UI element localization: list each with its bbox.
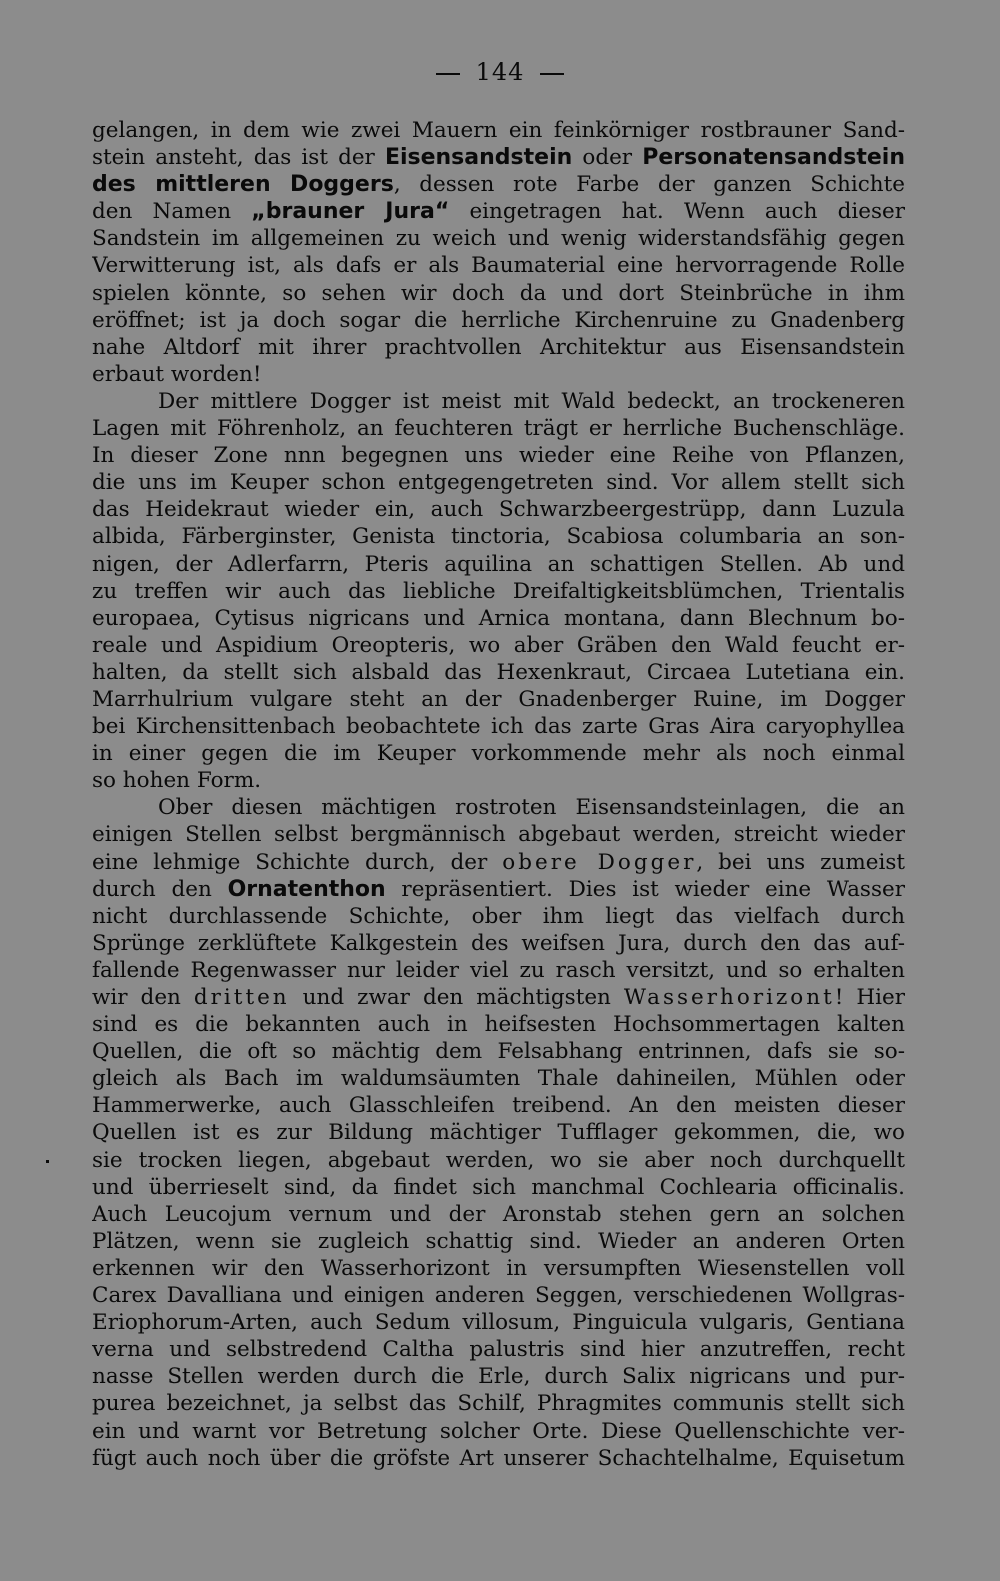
text-line bbox=[92, 794, 905, 821]
text-line bbox=[92, 144, 905, 171]
text-segment: stein ansteht, das ist der bbox=[92, 145, 385, 171]
text-line bbox=[92, 1418, 905, 1445]
text-segment: halten, da stellt sich alsbald das Hexenkraut, Circaea Lutetiana ein. bbox=[92, 659, 905, 685]
text-segment: albida, Färberginster, Genista tinctoria, Scabiosa columbaria an son- bbox=[92, 524, 905, 550]
text-segment: den Namen bbox=[92, 199, 252, 225]
text-segment: gleich als Bach im waldumsäumten Thale dahineilen, Mühlen oder bbox=[92, 1066, 905, 1092]
text-line bbox=[92, 117, 905, 144]
text-segment: Hammerwerke, auch Glasschleifen treibend. An den meisten dieser bbox=[92, 1093, 905, 1119]
text-line bbox=[92, 415, 905, 442]
text-segment: Eriophorum-Arten, auch Sedum villosum, Pinguicula vulgaris, Gentiana bbox=[92, 1310, 905, 1336]
text-line bbox=[92, 1147, 905, 1174]
text-line bbox=[92, 1255, 905, 1282]
text-line bbox=[92, 1363, 905, 1390]
text-segment: oder bbox=[572, 145, 643, 171]
text-segment: die uns im Keuper schon entgegengetreten sind. Vor allem stellt sich bbox=[92, 470, 905, 496]
text-line bbox=[92, 307, 905, 334]
page-number bbox=[0, 58, 1000, 86]
text-line bbox=[92, 198, 905, 225]
text-line bbox=[92, 605, 905, 632]
text-line bbox=[92, 1065, 905, 1092]
text-segment: In dieser Zone nnn begegnen uns wieder eine Reihe von Pflanzen, bbox=[92, 443, 905, 469]
text-line bbox=[92, 225, 905, 252]
text-line bbox=[92, 903, 905, 930]
page-number-text: 144 bbox=[475, 58, 525, 86]
text-line bbox=[92, 930, 905, 957]
text-line bbox=[92, 713, 905, 740]
text-segment: Auch Leucojum vernum und der Aronstab stehen gern an solchen bbox=[92, 1201, 905, 1227]
text-line bbox=[92, 252, 905, 279]
text-segment: sie trocken liegen, abgebaut werden, wo sie aber noch durchquellt bbox=[92, 1147, 905, 1173]
text-segment: und überrieselt sind, da findet sich manchmal Cochlearia officinalis. bbox=[92, 1174, 905, 1200]
spaced-term: dritten bbox=[193, 985, 290, 1010]
text-line bbox=[92, 1092, 905, 1119]
text-segment: nasse Stellen werden durch die Erle, durch Salix nigricans und pur- bbox=[92, 1364, 905, 1390]
body-text bbox=[92, 117, 905, 1472]
margin-speck bbox=[46, 1160, 49, 1163]
text-line bbox=[92, 849, 905, 876]
text-line bbox=[92, 740, 905, 767]
text-segment: ein und warnt vor Betretung solcher Orte. Diese Quellenschichte ver- bbox=[92, 1418, 905, 1444]
text-segment: Der mittlere Dogger ist meist mit Wald bedeckt, an trockeneren bbox=[158, 388, 905, 414]
text-line bbox=[92, 659, 905, 686]
text-segment: reale und Aspidium Oreopteris, wo aber Gräben den Wald feucht er- bbox=[92, 632, 905, 658]
text-line bbox=[92, 1038, 905, 1065]
text-segment: das Heidekraut wieder ein, auch Schwarzbeergestrüpp, dann Luzula bbox=[92, 497, 905, 523]
bold-term: Eisensandstein bbox=[384, 145, 573, 171]
text-segment: europaea, Cytisus nigricans und Arnica montana, dann Blechnum bo- bbox=[92, 605, 905, 631]
text-line bbox=[92, 1445, 905, 1472]
text-segment: Quellen ist es zur Bildung mächtiger Tufflager gekommen, die, wo bbox=[92, 1120, 905, 1146]
text-line bbox=[92, 442, 905, 469]
text-line bbox=[92, 1336, 905, 1363]
text-segment: Plätzen, wenn sie zugleich schattig sind. Wieder an anderen Orten bbox=[92, 1228, 905, 1254]
text-segment: , bei uns zumeist bbox=[696, 849, 905, 875]
text-segment: verna und selbstredend Caltha palustris sind hier anzutreffen, recht bbox=[92, 1337, 905, 1363]
text-line bbox=[92, 1228, 905, 1255]
text-segment: fügt auch noch über die gröfste Art unserer Schachtelhalme, Equisetum bbox=[92, 1445, 905, 1471]
text-segment: eröffnet; ist ja doch sogar die herrliche Kirchenruine zu Gnadenberg bbox=[92, 307, 905, 333]
text-line bbox=[92, 334, 905, 361]
text-segment: Ober diesen mächtigen rostroten Eisensandsteinlagen, die an bbox=[158, 795, 905, 821]
text-line bbox=[92, 171, 905, 198]
text-line bbox=[92, 686, 905, 713]
text-line bbox=[92, 1390, 905, 1417]
text-line bbox=[92, 876, 905, 903]
text-segment: nicht durchlassende Schichte, ober ihm liegt das vielfach durch bbox=[92, 903, 905, 929]
text-line bbox=[92, 1309, 905, 1336]
text-segment: in einer gegen die im Keuper vorkommende mehr als noch einmal bbox=[92, 741, 905, 767]
text-segment: wir den bbox=[92, 985, 194, 1010]
text-segment: bei Kirchensittenbach beobachtete ich das zarte Gras Aira caryophyllea bbox=[92, 714, 905, 740]
text-line bbox=[92, 767, 905, 794]
text-segment: sind es die bekannten auch in heifsesten Hochsommertagen kalten bbox=[92, 1012, 905, 1038]
text-line bbox=[92, 523, 905, 550]
text-line bbox=[92, 469, 905, 496]
text-segment: Carex Davalliana und einigen anderen Seggen, verschiedenen Wollgras- bbox=[92, 1283, 905, 1309]
left-dash bbox=[436, 73, 460, 75]
text-segment: eine lehmige Schichte durch, der bbox=[92, 849, 503, 875]
bold-term: Ornatenthon bbox=[227, 876, 386, 902]
text-segment: durch den bbox=[92, 876, 228, 902]
text-line bbox=[92, 1174, 905, 1201]
text-segment: Verwitterung ist, als dafs er als Baumaterial eine hervorragende Rolle bbox=[92, 253, 905, 279]
text-segment: einigen Stellen selbst bergmännisch abgebaut werden, streicht wieder bbox=[92, 822, 905, 848]
text-segment: gelangen, in dem wie zwei Mauern ein feinkörniger rostbrauner Sand- bbox=[92, 118, 905, 143]
text-line bbox=[92, 1282, 905, 1309]
text-line bbox=[92, 280, 905, 307]
text-segment: Sandstein im allgemeinen zu weich und wenig widerstandsfähig gegen bbox=[92, 226, 905, 252]
text-segment: spielen könnte, so sehen wir doch da und dort Steinbrüche in ihm bbox=[92, 280, 905, 306]
text-segment: purea bezeichnet, ja selbst das Schilf, Phragmites communis stellt sich bbox=[92, 1391, 905, 1417]
text-segment: Quellen, die oft so mächtig dem Felsabhang entrinnen, dafs sie so- bbox=[92, 1039, 905, 1065]
text-segment: nigen, der Adlerfarrn, Pteris aquilina an schattigen Stellen. Ab und bbox=[92, 551, 905, 577]
text-line bbox=[92, 1119, 905, 1146]
text-line bbox=[92, 984, 905, 1011]
text-segment: nahe Altdorf mit ihrer prachtvollen Architektur aus Eisensandstein bbox=[92, 334, 905, 360]
text-segment: erkennen wir den Wasserhorizont in versumpften Wiesenstellen voll bbox=[92, 1255, 905, 1281]
text-segment: Lagen mit Föhrenholz, an feuchteren trägt er herrliche Buchenschläge. bbox=[92, 416, 905, 442]
text-segment: , dessen rote Farbe der ganzen Schichte bbox=[393, 172, 905, 198]
text-line bbox=[92, 821, 905, 848]
bold-term: Personatensandstein bbox=[642, 145, 905, 171]
right-dash bbox=[540, 73, 564, 75]
text-line bbox=[92, 578, 905, 605]
text-segment: erbaut worden! bbox=[92, 361, 262, 387]
text-segment: so hohen Form. bbox=[92, 768, 262, 794]
text-segment: repräsentiert. Dies ist wieder eine Wasser bbox=[385, 876, 905, 902]
text-line bbox=[92, 388, 905, 415]
bold-term: des mittleren Doggers bbox=[92, 172, 394, 198]
text-line bbox=[92, 496, 905, 523]
text-segment: ! Hier bbox=[834, 985, 905, 1010]
text-line bbox=[92, 1201, 905, 1228]
text-segment: Sprünge zerklüftete Kalkgestein des weifsen Jura, durch den das auf- bbox=[92, 930, 905, 956]
text-segment: Marrhulrium vulgare steht an der Gnadenberger Ruine, im Dogger bbox=[92, 686, 905, 712]
bold-term: „brauner Jura“ bbox=[251, 199, 450, 225]
spaced-term: obere Dogger bbox=[502, 849, 697, 875]
text-segment: zu treffen wir auch das liebliche Dreifaltigkeitsblümchen, Trientalis bbox=[92, 578, 905, 604]
text-line bbox=[92, 361, 905, 388]
text-line bbox=[92, 551, 905, 578]
text-line bbox=[92, 632, 905, 659]
text-segment: und zwar den mächtigsten bbox=[289, 985, 624, 1010]
text-line bbox=[92, 1011, 905, 1038]
text-segment: fallende Regenwasser nur leider viel zu rasch versitzt, und so erhalten bbox=[92, 957, 905, 983]
text-segment: eingetragen hat. Wenn auch dieser bbox=[449, 199, 905, 225]
spaced-term: Wasserhorizont bbox=[623, 985, 835, 1010]
text-line bbox=[92, 957, 905, 984]
